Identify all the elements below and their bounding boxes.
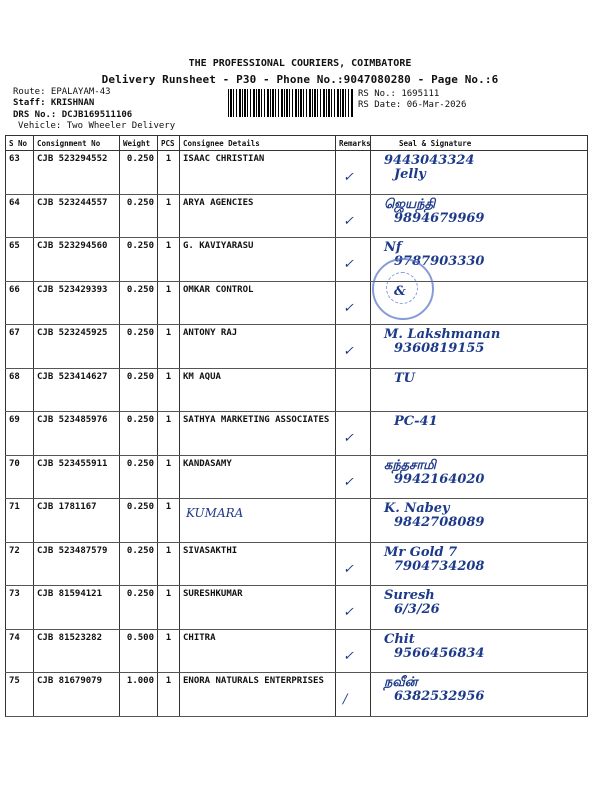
col-signature: Seal & Signature xyxy=(371,136,588,151)
signature-line: 9360819155 xyxy=(394,341,485,356)
consignment-cell: CJB 81523282 xyxy=(34,629,120,673)
pcs-cell: 1 xyxy=(158,194,180,238)
remarks-cell xyxy=(336,673,371,717)
sno-cell: 69 xyxy=(6,412,34,456)
tick-mark xyxy=(339,502,367,518)
col-pcs: PCS xyxy=(158,136,180,151)
vehicle: Vehicle: Two Wheeler Delivery xyxy=(18,121,176,131)
barcode xyxy=(228,89,354,117)
consignment-cell: CJB 523245925 xyxy=(34,325,120,369)
table-row xyxy=(6,542,588,586)
signature-cell xyxy=(371,412,588,456)
consignee-cell: CHITRA xyxy=(180,629,336,673)
table-row xyxy=(6,455,588,499)
signature-line: Nf xyxy=(384,240,402,255)
weight-cell: 0.250 xyxy=(120,238,158,282)
signature-line: Mr Gold 7 xyxy=(384,544,458,560)
tick-mark: ✓ xyxy=(343,648,354,664)
signature-line: Suresh xyxy=(384,588,435,603)
sno-cell: 74 xyxy=(6,629,34,673)
signature-cell xyxy=(371,368,588,412)
consignment-cell: CJB 523294560 xyxy=(34,238,120,282)
consignee-cell: KANDASAMY xyxy=(180,455,336,499)
signature-line: 9566456834 xyxy=(394,645,485,661)
signature-line: TU xyxy=(394,370,416,386)
pcs-cell: 1 xyxy=(158,368,180,412)
tick-mark: ✓ xyxy=(343,213,354,229)
signature-line: 6382532956 xyxy=(394,689,485,704)
sno-cell: 72 xyxy=(6,542,34,586)
remarks-cell xyxy=(336,194,371,238)
col-weight: Weight xyxy=(120,136,158,151)
pcs-cell: 1 xyxy=(158,325,180,369)
signature-line: Jelly xyxy=(394,167,426,182)
sno-cell: 75 xyxy=(6,673,34,717)
pcs-cell: 1 xyxy=(158,499,180,543)
remarks-cell xyxy=(336,325,371,369)
sno-cell: 63 xyxy=(6,151,34,195)
remarks-cell xyxy=(336,412,371,456)
pcs-cell: 1 xyxy=(158,542,180,586)
table-row xyxy=(6,499,588,543)
runsheet-title: Delivery Runsheet - P30 - Phone No.:9047080280 - Page No.:6 xyxy=(101,73,499,86)
sno-cell: 73 xyxy=(6,586,34,630)
table-row xyxy=(6,151,588,195)
signature-line: 9894679969 xyxy=(394,210,485,226)
col-consignee: Consignee Details xyxy=(180,136,336,151)
signature-cell xyxy=(371,151,588,195)
consignee-cell: SATHYA MARKETING ASSOCIATES xyxy=(180,412,336,456)
weight-cell: 0.250 xyxy=(120,325,158,369)
remarks-cell xyxy=(336,499,371,543)
weight-cell: 0.250 xyxy=(120,368,158,412)
signature-cell xyxy=(371,629,588,673)
consignee-cell: ENORA NATURALS ENTERPRISES xyxy=(180,673,336,717)
signature-line: PC-41 xyxy=(394,414,438,429)
table-row xyxy=(6,412,588,456)
staff: Staff: KRISHNAN xyxy=(13,98,95,108)
consignee-cell: G. KAVIYARASU xyxy=(180,238,336,282)
consignment-cell: CJB 81594121 xyxy=(34,586,120,630)
pcs-cell: 1 xyxy=(158,281,180,325)
consignee-cell: ANTONY RAJ xyxy=(180,325,336,369)
sno-cell: 70 xyxy=(6,455,34,499)
col-sno: S No xyxy=(6,136,34,151)
pcs-cell: 1 xyxy=(158,412,180,456)
table-row xyxy=(6,325,588,369)
table-row xyxy=(6,629,588,673)
consignment-cell: CJB 523455911 xyxy=(34,455,120,499)
signature-cell xyxy=(371,499,588,543)
table-row xyxy=(6,194,588,238)
pcs-cell: 1 xyxy=(158,586,180,630)
sno-cell: 68 xyxy=(6,368,34,412)
signature-line: & xyxy=(394,283,406,299)
consignment-cell: CJB 81679079 xyxy=(34,673,120,717)
signature-line: கந்தசாமி xyxy=(384,457,436,473)
weight-cell: 0.500 xyxy=(120,629,158,673)
consignee-cell: ARYA AGENCIES xyxy=(180,194,336,238)
signature-cell xyxy=(371,455,588,499)
signature-line: M. Lakshmanan xyxy=(384,327,501,342)
signature-cell xyxy=(371,194,588,238)
pcs-cell: 1 xyxy=(158,629,180,673)
signature-line: 7904734208 xyxy=(394,558,485,574)
tick-mark: ✓ xyxy=(343,300,354,316)
col-remarks: Remarks xyxy=(336,136,371,151)
weight-cell: 0.250 xyxy=(120,281,158,325)
table-row xyxy=(6,238,588,282)
consignment-cell: CJB 523414627 xyxy=(34,368,120,412)
remarks-cell xyxy=(336,586,371,630)
weight-cell: 1.000 xyxy=(120,673,158,717)
tick-mark: ✓ xyxy=(343,431,354,446)
tick-mark: ✓ xyxy=(343,170,354,185)
signature-line: ஜெயந்தி xyxy=(384,196,436,212)
consignment-cell: CJB 1781167 xyxy=(34,499,120,543)
weight-cell: 0.250 xyxy=(120,542,158,586)
handwritten-note: KUMARA xyxy=(186,506,244,520)
consignee-cell: OMKAR CONTROL xyxy=(180,281,336,325)
tick-mark: ✓ xyxy=(343,561,354,577)
signature-line: நவீன் xyxy=(384,675,418,690)
tick-mark: ✓ xyxy=(343,257,354,272)
sno-cell: 64 xyxy=(6,194,34,238)
table-row xyxy=(6,281,588,325)
sno-cell: 71 xyxy=(6,499,34,543)
consignment-cell: CJB 523244557 xyxy=(34,194,120,238)
signature-line: 9842708089 xyxy=(394,515,485,530)
signature-line: 6/3/26 xyxy=(394,602,440,617)
tick-mark: ✓ xyxy=(343,474,354,490)
sno-cell: 66 xyxy=(6,281,34,325)
weight-cell: 0.250 xyxy=(120,412,158,456)
table-header xyxy=(6,136,588,151)
rs-date: RS Date: 06-Mar-2026 xyxy=(358,100,467,110)
signature-cell xyxy=(371,542,588,586)
consignment-cell: CJB 523487579 xyxy=(34,542,120,586)
signature-line: K. Nabey xyxy=(384,501,450,516)
weight-cell: 0.250 xyxy=(120,586,158,630)
runsheet-table xyxy=(5,135,588,717)
table-row xyxy=(6,673,588,717)
remarks-cell xyxy=(336,368,371,412)
weight-cell: 0.250 xyxy=(120,151,158,195)
consignee-cell: KM AQUA xyxy=(180,368,336,412)
pcs-cell: 1 xyxy=(158,151,180,195)
col-consignment: Consignment No xyxy=(34,136,120,151)
remarks-cell xyxy=(336,151,371,195)
consignee-cell: SURESHKUMAR xyxy=(180,586,336,630)
remarks-cell xyxy=(336,455,371,499)
rs-number: RS No.: 1695111 xyxy=(358,89,440,99)
weight-cell: 0.250 xyxy=(120,194,158,238)
table-row xyxy=(6,586,588,630)
remarks-cell xyxy=(336,281,371,325)
route: Route: EPALAYAM-43 xyxy=(13,87,111,97)
signature-line: 9443043324 xyxy=(384,153,475,168)
consignment-cell: CJB 523294552 xyxy=(34,151,120,195)
remarks-cell xyxy=(336,629,371,673)
signature-cell xyxy=(371,325,588,369)
weight-cell: 0.250 xyxy=(120,455,158,499)
tick-mark: / xyxy=(343,692,348,707)
company-title: THE PROFESSIONAL COURIERS, COIMBATORE xyxy=(188,58,412,69)
consignee-cell: SIVASAKTHI xyxy=(180,542,336,586)
sno-cell: 67 xyxy=(6,325,34,369)
consignment-cell: CJB 523429393 xyxy=(34,281,120,325)
table-row xyxy=(6,368,588,412)
drs-number: DRS No.: DCJB169511106 xyxy=(13,110,133,120)
pcs-cell: 1 xyxy=(158,673,180,717)
pcs-cell: 1 xyxy=(158,238,180,282)
seal-stamp xyxy=(372,258,434,320)
sno-cell: 65 xyxy=(6,238,34,282)
consignee-cell: ISAAC CHRISTIAN xyxy=(180,151,336,195)
signature-line: 9942164020 xyxy=(394,471,485,487)
weight-cell: 0.250 xyxy=(120,499,158,543)
remarks-cell xyxy=(336,238,371,282)
tick-mark: ✓ xyxy=(343,344,354,359)
consignment-cell: CJB 523485976 xyxy=(34,412,120,456)
tick-mark: ✓ xyxy=(343,605,354,620)
signature-cell xyxy=(371,586,588,630)
signature-line: Chit xyxy=(384,631,415,647)
signature-cell xyxy=(371,673,588,717)
signature-line: 9787903330 xyxy=(394,254,485,269)
tick-mark xyxy=(339,372,367,388)
remarks-cell xyxy=(336,542,371,586)
pcs-cell: 1 xyxy=(158,455,180,499)
